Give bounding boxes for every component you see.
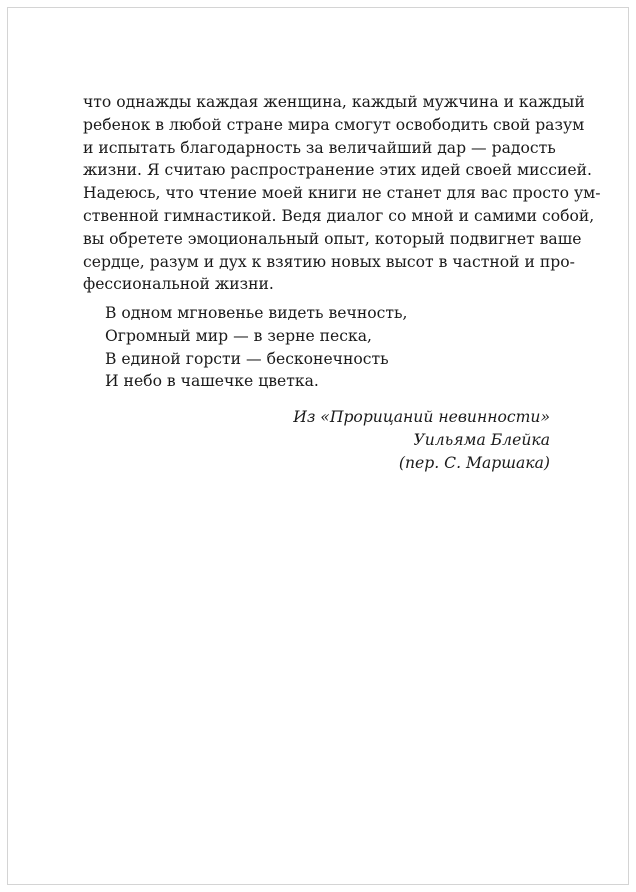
attribution-translator: (пер. С. Маршака) <box>398 453 550 472</box>
paragraph-line-last: фессиональной жизни. <box>83 275 274 294</box>
attribution-source: Из «Прорицаний невинности» <box>293 408 550 426</box>
poem-line: И небо в чашечке цветка. <box>105 372 319 391</box>
paragraph-line: жизни. Я считаю распространение этих идей своей миссией. <box>83 161 592 180</box>
attribution-author: Уильяма Блейка <box>413 430 550 449</box>
poem-attribution <box>293 406 550 474</box>
poem-epigraph <box>105 302 407 393</box>
poem-line: Огромный мир — в зерне песка, <box>105 326 373 345</box>
paragraph-line: вы обретете эмоциональный опыт, который подвигнет ваше <box>83 229 582 248</box>
paragraph-line: ственной гимнастикой. Ведя диалог со мной и самими собой, <box>83 206 595 225</box>
paragraph-line: и испытать благодарность за величайший дар — радость <box>83 138 556 157</box>
poem-line: В единой горсти — бесконечность <box>105 349 389 368</box>
paragraph-line: Надеюсь, что чтение моей книги не станет для вас просто ум- <box>83 184 601 203</box>
paragraph-line: что однажды каждая женщина, каждый мужчина и каждый <box>83 93 585 111</box>
body-paragraph <box>83 91 601 296</box>
paragraph-line: сердце, разум и дух к взятию новых высот в частной и про- <box>83 252 575 271</box>
paragraph-line: ребенок в любой стране мира смогут освободить свой разум <box>83 115 585 134</box>
poem-line: В одном мгновенье видеть вечность, <box>105 304 408 322</box>
